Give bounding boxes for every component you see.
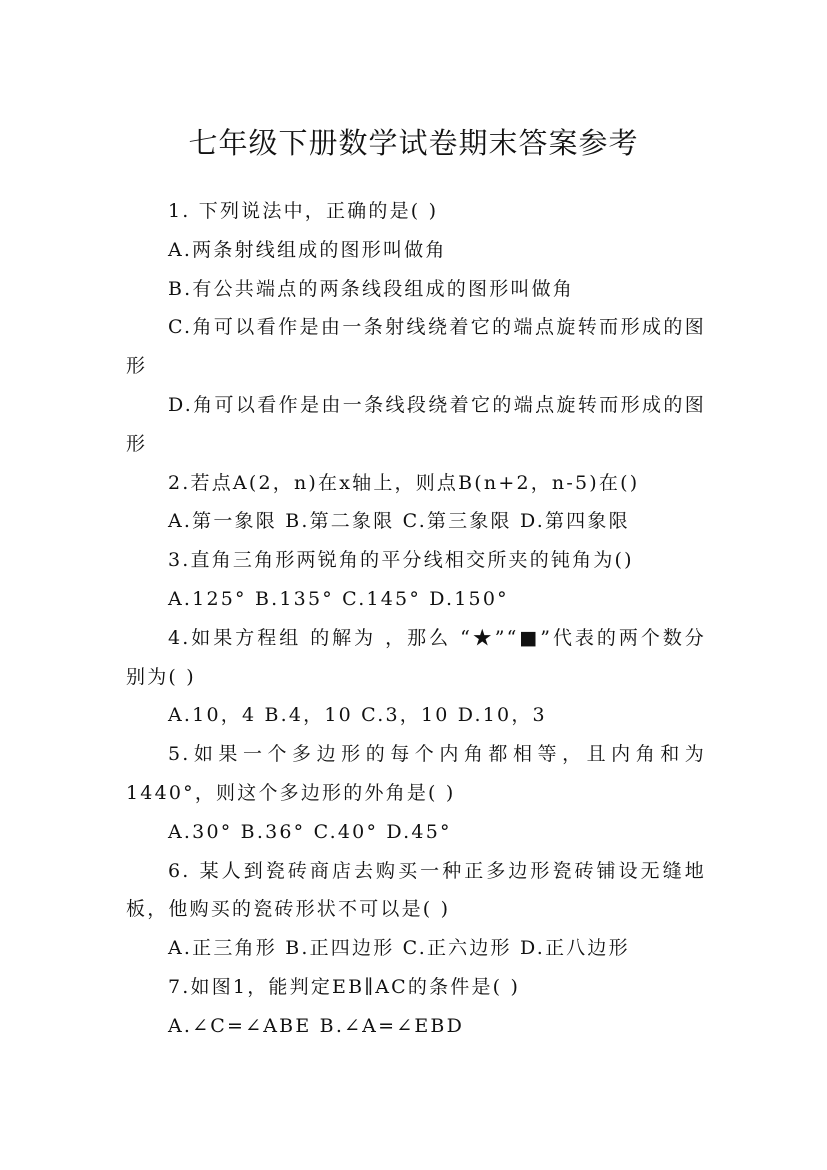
paragraph-q4: 4.如果方程组 的解为 ，那么 “★”“■”代表的两个数分别为( ) [126, 626, 706, 688]
paragraph-q2-options: A.第一象限 B.第二象限 C.第三象限 D.第四象限 [168, 510, 630, 533]
paragraph-q1-option-d: D.角可以看作是由一条线段绕着它的端点旋转而形成的图形 [126, 393, 706, 455]
paragraph-q3-options: A.125° B.135° C.145° D.150° [168, 587, 509, 610]
paragraph-q3: 3.直角三角形两锐角的平分线相交所夹的钝角为() [168, 549, 634, 572]
paragraph-q1-option-c: C.角可以看作是由一条射线绕着它的端点旋转而形成的图形 [126, 316, 706, 378]
paragraph-q7-options: A.∠C=∠ABE B.∠A=∠EBD [168, 1014, 464, 1037]
paragraph-q5-options: A.30° B.36° C.40° D.45° [168, 820, 452, 843]
paragraph-q1: 1. 下列说法中，正确的是( ) [168, 200, 439, 222]
paragraph-q6: 6. 某人到瓷砖商店去购买一种正多边形瓷砖铺设无缝地板，他购买的瓷砖形状不可以是( ) [126, 859, 706, 921]
paragraph-q4-options: A.10，4 B.4，10 C.3，10 D.10，3 [168, 704, 547, 727]
paragraph-q6-options: A.正三角形 B.正四边形 C.正六边形 D.正八边形 [168, 937, 630, 960]
document-body [126, 192, 706, 1046]
paragraph-q5: 5.如果一个多边形的每个内角都相等，且内角和为1440°，则这个多边形的外角是( ) [126, 743, 706, 804]
paragraph-q7: 7.如图1，能判定EB∥AC的条件是( ) [168, 975, 521, 998]
paragraph-q2: 2.若点A(2，n)在x轴上，则点B(n+2，n-5)在() [168, 471, 640, 494]
page-title: 七年级下册数学试卷期末答案参考 [188, 126, 639, 161]
paragraph-q1-option-a: A.两条射线组成的图形叫做角 [168, 238, 447, 261]
paragraph-q1-option-b: B.有公共端点的两条线段组成的图形叫做角 [168, 277, 575, 300]
